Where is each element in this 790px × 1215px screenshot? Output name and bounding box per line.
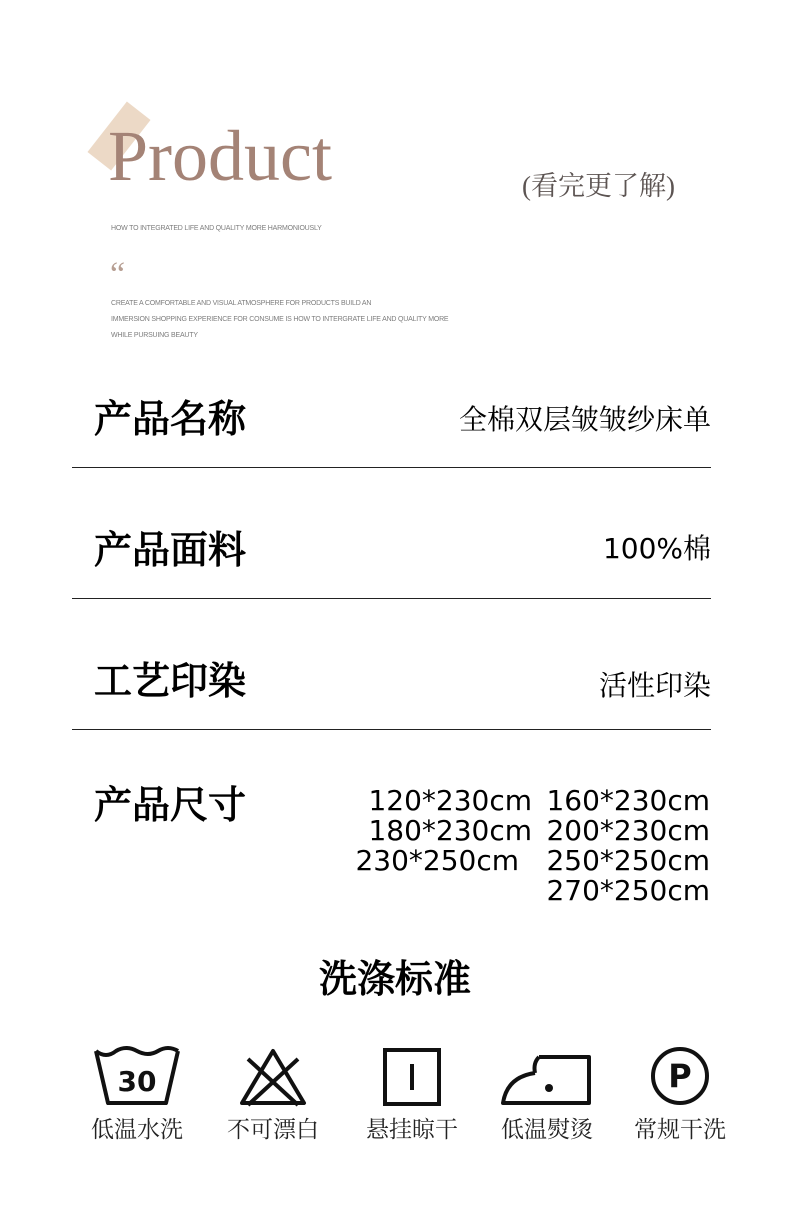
size-item: 160*230cm: [546, 784, 710, 817]
size-item: 270*250cm: [546, 874, 710, 907]
care-item-no-bleach: [198, 1043, 348, 1142]
care-label: 低温熨烫: [501, 1117, 593, 1143]
spec-row-dyeing: [72, 659, 711, 712]
section-title: 洗涤标准: [318, 957, 471, 1001]
divider: [72, 729, 711, 730]
description-line: CREATE A COMFORTABLE AND VISUAL ATMOSPHERE FOR PRODUCTS BUILD AN: [111, 300, 372, 307]
care-item-iron: [472, 1043, 622, 1142]
wash-temp: 30: [117, 1065, 157, 1098]
quote-mark-icon: “: [110, 256, 126, 293]
dry-clean-letter: P: [668, 1057, 692, 1095]
description: [111, 296, 531, 344]
size-item: 250*250cm: [546, 844, 710, 877]
care-item-wash: [62, 1043, 212, 1142]
divider: [72, 598, 711, 599]
size-list: [355, 784, 710, 915]
no-bleach-icon: [238, 1047, 308, 1107]
hang-dry-icon: [382, 1047, 442, 1107]
spec-value: 100%棉: [602, 532, 711, 565]
care-label: 悬挂晾干: [366, 1117, 458, 1143]
description-line: WHILE PURSUING BEAUTY: [111, 332, 198, 339]
spec-label: 产品面料: [94, 528, 247, 572]
spec-row-name: [72, 397, 711, 450]
care-label: 常规干洗: [634, 1117, 726, 1143]
divider: [72, 467, 711, 468]
care-item-hang-dry: [337, 1043, 487, 1142]
description-line: IMMERSION SHOPPING EXPERIENCE FOR CONSUME IS HOW TO INTERGRATE LIFE AND QUALITY MORE: [111, 316, 449, 323]
care-label: 不可漂白: [227, 1117, 319, 1143]
care-item-dry-clean: [605, 1043, 755, 1142]
low-iron-icon: [499, 1051, 595, 1107]
see-more-hint: (看完更了解): [522, 171, 675, 201]
spec-value: 活性印染: [598, 669, 711, 702]
spec-row-fabric: [72, 528, 711, 581]
size-item: 180*230cm: [368, 814, 532, 847]
wash-30-icon: [92, 1045, 182, 1107]
spec-label: 产品尺寸: [94, 783, 247, 827]
spec-label: 工艺印染: [94, 659, 247, 703]
care-label: 低温水洗: [91, 1117, 183, 1143]
spec-label: 产品名称: [94, 397, 247, 441]
tagline: HOW TO INTEGRATED LIFE AND QUALITY MORE HARMONIOUSLY: [111, 225, 322, 232]
page-title: Product: [108, 116, 332, 196]
product-header: [0, 0, 790, 350]
size-item: 230*250cm: [355, 844, 519, 877]
spec-value: 全棉双层皱皱纱床单: [458, 403, 711, 436]
size-item: 200*230cm: [546, 814, 710, 847]
size-item: 120*230cm: [368, 784, 532, 817]
dry-clean-p-icon: [649, 1045, 711, 1107]
